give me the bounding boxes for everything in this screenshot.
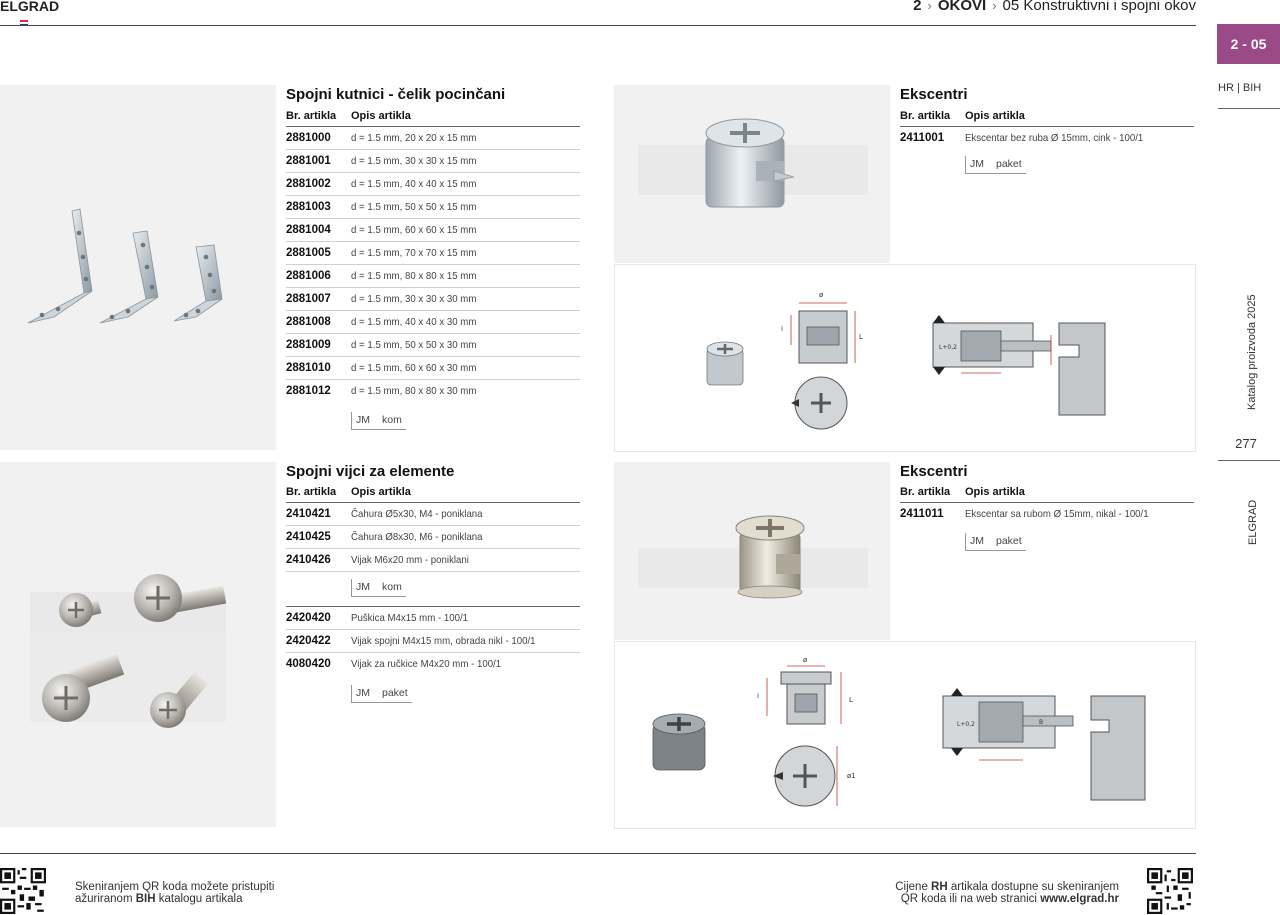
eccentric-icon	[614, 462, 890, 640]
section-title-ekscentri: Ekscentri	[900, 463, 968, 480]
column-description: Opis artikla	[965, 486, 1025, 498]
article-description: d = 1.5 mm, 50 x 50 x 15 mm	[351, 201, 477, 213]
article-code: 2881009	[286, 339, 331, 351]
breadcrumb-subsection[interactable]: Konstruktivni i spojni okov	[1023, 0, 1196, 14]
unit-value: paket	[996, 158, 1022, 170]
unit-box	[965, 533, 1026, 551]
catalog-label: Katalog proizvoda 2025	[1246, 294, 1258, 410]
article-description: Ekscentar sa rubom Ø 15mm, nikal - 100/1	[965, 508, 1149, 520]
footer-left-line2: ažuriranom BIH katalogu artikala	[75, 893, 243, 905]
footer-left-text	[75, 881, 274, 905]
article-description: Čahura Ø8x30, M6 - poniklana	[351, 531, 483, 543]
diameter-label: ø	[803, 656, 808, 664]
table-row	[286, 288, 580, 311]
article-code: 2881008	[286, 316, 331, 328]
d1-label: ø1	[847, 772, 856, 780]
article-description: d = 1.5 mm, 50 x 50 x 30 mm	[351, 339, 477, 351]
language-indicator: HR | BIH	[1218, 82, 1262, 94]
section-title-ekscentri: Ekscentri	[900, 86, 968, 103]
article-code: 2881006	[286, 270, 331, 282]
article-code: 2411001	[900, 132, 945, 144]
unit-box	[351, 412, 406, 430]
article-code: 2881012	[286, 385, 331, 397]
article-code: 4080420	[286, 658, 331, 670]
table-row	[286, 173, 580, 196]
article-description: Čahura Ø5x30, M4 - poniklana	[351, 508, 483, 520]
inner-label: i	[781, 325, 783, 333]
table-row	[286, 503, 580, 526]
article-description: d = 1.5 mm, 80 x 80 x 30 mm	[351, 385, 477, 397]
article-description: d = 1.5 mm, 60 x 60 x 15 mm	[351, 224, 477, 236]
eccentric-technical-drawing	[614, 641, 1196, 829]
ekscentri-table	[900, 486, 1194, 525]
diameter-label: ø	[819, 291, 824, 299]
screw-icon	[0, 462, 276, 827]
article-code: 2881003	[286, 201, 331, 213]
article-code: 2881010	[286, 362, 331, 374]
article-code: 2881002	[286, 178, 331, 190]
b-label: B	[1039, 719, 1044, 726]
article-description: d = 1.5 mm, 40 x 40 x 15 mm	[351, 178, 477, 190]
eccentric-nickel-photo	[614, 462, 890, 640]
article-code: 2881001	[286, 155, 331, 167]
unit-label: JM	[970, 158, 984, 170]
brand-logo: ELGRAD	[0, 0, 60, 14]
article-description: d = 1.5 mm, 40 x 40 x 30 mm	[351, 316, 477, 328]
article-code: 2410421	[286, 508, 331, 520]
article-code: 2410426	[286, 554, 331, 566]
article-description: Vijak za ručkice M4x20 mm - 100/1	[351, 658, 502, 670]
article-code: 2881007	[286, 293, 331, 305]
eccentric-zinc-photo	[614, 85, 890, 263]
unit-label: JM	[356, 414, 370, 426]
technical-drawing-icon	[615, 642, 1195, 828]
inner-label: i	[757, 692, 759, 700]
table-row	[900, 503, 1194, 525]
breadcrumb-section[interactable]: OKOVI	[937, 0, 987, 14]
table-row	[286, 219, 580, 242]
article-code: 2411011	[900, 508, 944, 520]
tolerance-label: L+0,2	[957, 721, 975, 728]
unit-box	[351, 579, 406, 597]
table-row	[286, 526, 580, 549]
table-row	[286, 549, 580, 572]
footer-divider	[0, 853, 1196, 854]
table-row	[286, 196, 580, 219]
unit-label: JM	[356, 581, 370, 593]
unit-label: JM	[356, 687, 370, 699]
footer-right-line1: Cijene RH artikala dostupne su skeniranjem	[895, 881, 1119, 893]
unit-value: kom	[382, 581, 402, 593]
qr-code-icon[interactable]	[1147, 868, 1193, 914]
column-code: Br. artikla	[900, 486, 951, 498]
corner-brackets-photo	[0, 85, 276, 450]
website-link[interactable]: www.elgrad.hr	[1040, 893, 1119, 905]
length-label: L	[859, 333, 863, 341]
table-row	[900, 127, 1194, 149]
qr-code-icon[interactable]	[0, 868, 46, 914]
article-description: Vijak spojni M4x15 mm, obrada nikl - 100/1	[351, 635, 536, 647]
eccentric-icon	[614, 85, 890, 263]
table-row	[286, 607, 580, 630]
article-description: Vijak M6x20 mm - poniklani	[351, 554, 469, 566]
table-row	[286, 380, 580, 402]
header-divider	[0, 25, 1196, 26]
article-code: 2410425	[286, 531, 331, 543]
vijci-table-2	[286, 606, 580, 675]
table-row	[286, 311, 580, 334]
article-description: d = 1.5 mm, 70 x 70 x 15 mm	[351, 247, 477, 259]
article-code: 2420422	[286, 635, 331, 647]
article-code: 2420420	[286, 612, 331, 624]
article-description: d = 1.5 mm, 30 x 30 x 30 mm	[351, 293, 477, 305]
article-code: 2881004	[286, 224, 331, 236]
column-code: Br. artikla	[286, 110, 337, 122]
unit-value: paket	[996, 535, 1022, 547]
article-code: 2881005	[286, 247, 331, 259]
eccentric-technical-drawing	[614, 264, 1196, 452]
sidebar-divider	[1218, 460, 1280, 461]
column-description: Opis artikla	[965, 110, 1025, 122]
column-description: Opis artikla	[351, 486, 411, 498]
vijci-table	[286, 486, 580, 572]
table-row	[286, 357, 580, 380]
breadcrumb-subsection-number[interactable]: 05	[1002, 0, 1020, 14]
column-code: Br. artikla	[900, 110, 951, 122]
footer-right-line2: QR koda ili na web stranici www.elgrad.hr	[900, 893, 1119, 905]
page-number: 277	[1235, 436, 1257, 451]
table-header	[286, 110, 580, 127]
connecting-screws-photo	[0, 462, 276, 827]
length-label: L	[849, 696, 853, 704]
column-description: Opis artikla	[351, 110, 411, 122]
sidebar-brand: ELGRAD	[1247, 499, 1259, 545]
unit-box	[965, 156, 1026, 174]
unit-value: kom	[382, 414, 402, 426]
table-row	[286, 653, 580, 675]
unit-box	[351, 685, 412, 703]
footer-right-text	[895, 881, 1119, 905]
section-title-kutnici: Spojni kutnici - čelik pocinčani	[286, 86, 506, 103]
unit-label: JM	[970, 535, 984, 547]
corner-bracket-icon	[0, 85, 276, 450]
breadcrumb	[913, 0, 1196, 14]
chevron-right-icon: ›	[927, 0, 932, 13]
table-row	[286, 265, 580, 288]
tolerance-label: L+0,2	[939, 344, 957, 351]
article-description: d = 1.5 mm, 30 x 30 x 15 mm	[351, 155, 477, 167]
column-code: Br. artikla	[286, 486, 337, 498]
ekscentri-table	[900, 110, 1194, 149]
table-header	[900, 486, 1194, 503]
chevron-right-icon: ›	[992, 0, 997, 13]
section-title-vijci: Spojni vijci za elemente	[286, 463, 455, 480]
article-description: d = 1.5 mm, 20 x 20 x 15 mm	[351, 132, 477, 144]
table-row	[286, 630, 580, 653]
article-description: d = 1.5 mm, 60 x 60 x 30 mm	[351, 362, 477, 374]
table-header	[286, 486, 580, 503]
article-description: d = 1.5 mm, 80 x 80 x 15 mm	[351, 270, 477, 282]
table-row	[286, 127, 580, 150]
chapter-tab[interactable]: 2 - 05	[1217, 24, 1280, 64]
sidebar-divider	[1218, 108, 1280, 109]
article-description: Puškica M4x15 mm - 100/1	[351, 612, 469, 624]
table-header	[900, 110, 1194, 127]
breadcrumb-chapter[interactable]: 2	[913, 0, 922, 14]
article-code: 2881000	[286, 132, 331, 144]
article-description: Ekscentar bez ruba Ø 15mm, cink - 100/1	[965, 132, 1144, 144]
unit-value: paket	[382, 687, 408, 699]
technical-drawing-icon	[615, 265, 1195, 451]
table-row	[286, 334, 580, 357]
table-row	[286, 150, 580, 173]
footer-left-line1: Skeniranjem QR koda možete pristupiti	[75, 881, 275, 893]
kutnici-table	[286, 110, 580, 402]
table-row	[286, 242, 580, 265]
